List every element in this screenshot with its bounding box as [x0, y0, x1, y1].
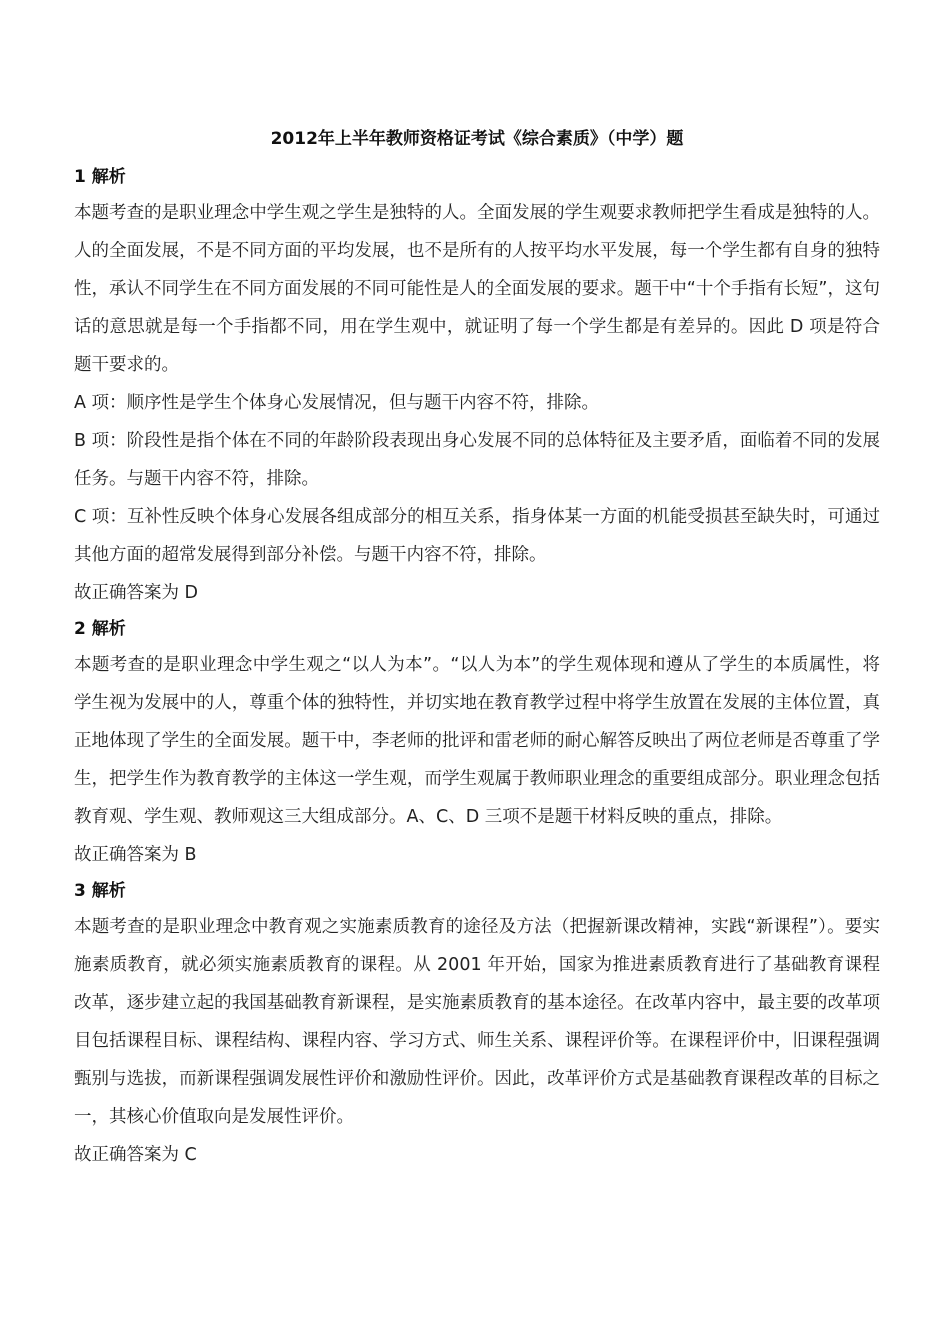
explanation-paragraph: 本题考查的是职业理念中学生观之“以人为本”。“以人为本”的学生观体现和遵从了学生的本质属性，将学生视为发展中的人，尊重个体的独特性，并切实地在教育教学过程中将学生放置在发展的主体位置，真正地体现了学生的全面发展。题干中，李老师的批评和雷老师的耐心解答反映出了两位老师是否尊重了学生，把学生作为教育教学的主体这一学生观，而学生观属于教师职业理念的重要组成部分。职业理念包括教育观、学生观、教师观这三大组成部分。A、C、D 三项不是题干材料反映的重点，排除。 — [74, 655, 880, 827]
option-c-analysis: C 项：互补性反映个体身心发展各组成部分的相互关系，指身体某一方面的机能受损甚至缺失时，可通过其他方面的超常发展得到部分补偿。与题干内容不符，排除。 — [74, 507, 880, 565]
correct-answer: 故正确答案为 C — [74, 1145, 197, 1165]
document-page — [74, 122, 880, 1174]
explanation-paragraph: 本题考查的是职业理念中学生观之学生是独特的人。全面发展的学生观要求教师把学生看成是独特的人。人的全面发展，不是不同方面的平均发展，也不是所有的人按平均水平发展，每一个学生都有自身的独特性，承认不同学生在不同方面发展的不同可能性是人的全面发展的要求。题干中“十个手指有长短”，这句话的意思就是每一个手指都不同，用在学生观中，就证明了每一个学生都是有差异的。因此 D 项是符合题干要求的。 — [74, 203, 880, 375]
section-2 — [74, 612, 880, 874]
section-3 — [74, 874, 880, 1174]
correct-answer: 故正确答案为 D — [74, 583, 199, 603]
option-a-analysis: A 项：顺序性是学生个体身心发展情况，但与题干内容不符，排除。 — [74, 393, 600, 413]
document-title: 2012年上半年教师资格证考试《综合素质》（中学）题 — [270, 129, 684, 149]
section-1 — [74, 160, 880, 612]
correct-answer: 故正确答案为 B — [74, 845, 197, 865]
option-b-analysis: B 项：阶段性是指个体在不同的年龄阶段表现出身心发展不同的总体特征及主要矛盾，面临着不同的发展任务。与题干内容不符，排除。 — [74, 431, 880, 489]
section-heading: 1 解析 — [74, 167, 126, 187]
explanation-paragraph: 本题考查的是职业理念中教育观之实施素质教育的途径及方法（把握新课改精神，实践“新课程”）。要实施素质教育，就必须实施素质教育的课程。从 2001 年开始，国家为推进素质教育进行了基础教育课程改革，逐步建立起的我国基础教育新课程，是实施素质教育的基本途径。在改革内容中，最主要的改革项目包括课程目标、课程结构、课程内容、学习方式、师生关系、课程评价等。在课程评价中，旧课程强调甄别与选拔，而新课程强调发展性评价和激励性评价。因此，改革评价方式是基础教育课程改革的目标之一，其核心价值取向是发展性评价。 — [74, 917, 880, 1127]
section-heading: 2 解析 — [74, 619, 126, 639]
section-heading: 3 解析 — [74, 881, 126, 901]
